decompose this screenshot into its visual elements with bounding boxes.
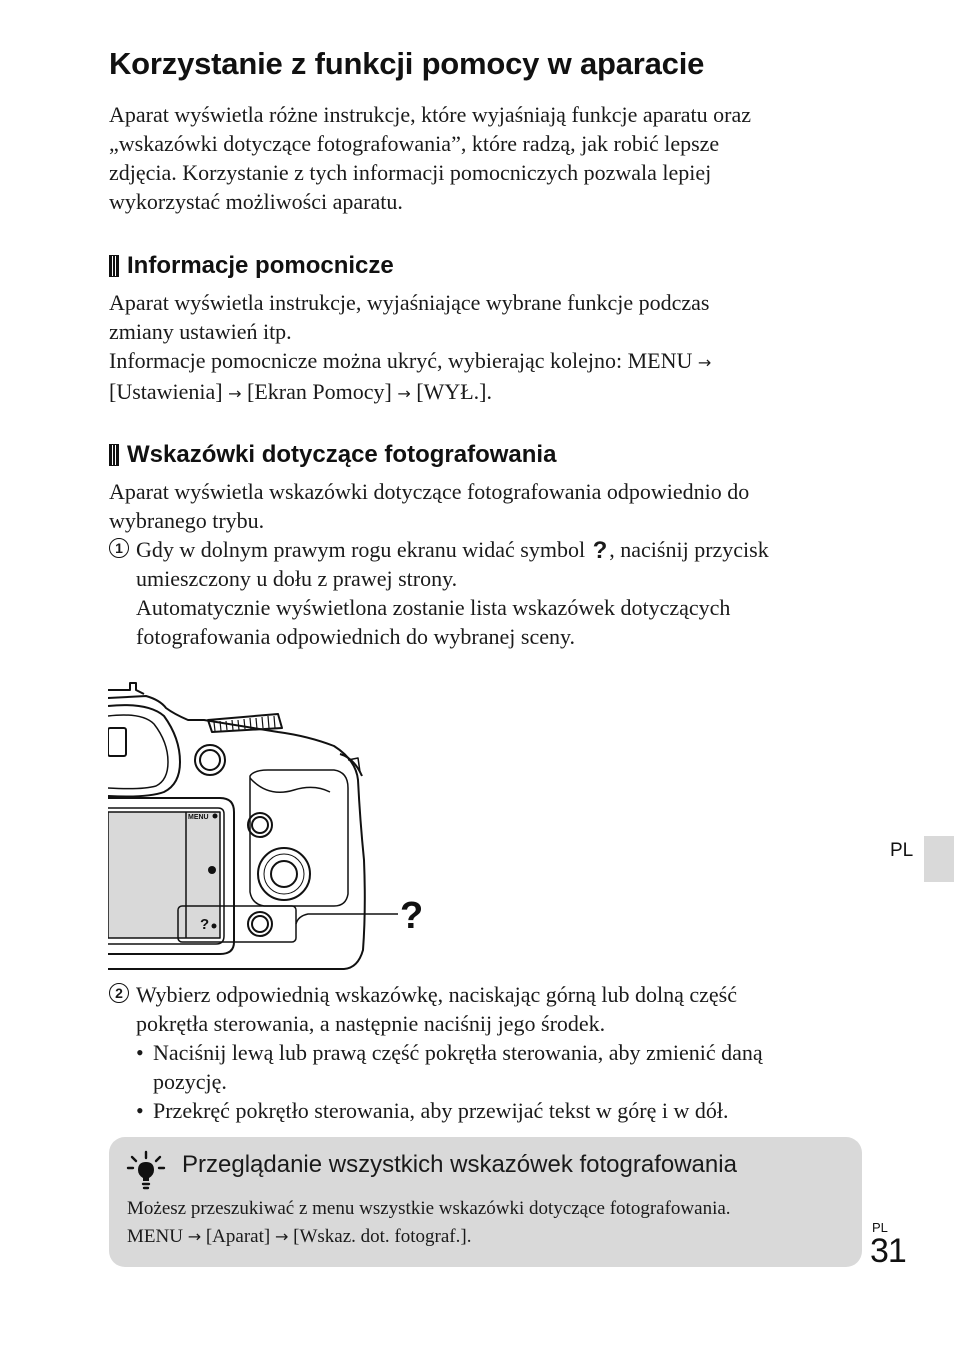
step-number-badge: 1 bbox=[109, 538, 129, 558]
help-icon: ? bbox=[592, 537, 608, 564]
section-heading-text: Wskazówki dotyczące fotografowania bbox=[127, 441, 557, 468]
intro-line: „wskazówki dotyczące fotografowania”, które radzą, jak robić lepsze bbox=[109, 131, 720, 156]
step-1-text-before: Gdy w dolnym prawym rogu ekranu widać symbol bbox=[136, 537, 586, 562]
language-tab bbox=[924, 836, 954, 882]
step-2-line: pokrętła sterowania, a następnie naciśnij jego środek. bbox=[136, 1011, 606, 1036]
menu-path-intro: Informacje pomocnicze można ukryć, wybierając kolejno: MENU bbox=[109, 348, 693, 373]
section2-line: Aparat wyświetla wskazówki dotyczące fotografowania odpowiednio do bbox=[109, 479, 750, 504]
bullet-line: Przekręć pokrętło sterowania, aby przewijać tekst w górę i w dół. bbox=[153, 1098, 729, 1123]
bullet-line: pozycję. bbox=[153, 1069, 227, 1094]
section-heading-help-info bbox=[109, 252, 394, 280]
tip-path-item: [Wskaz. dot. fotograf.]. bbox=[293, 1226, 472, 1247]
bullet-icon: • bbox=[136, 1098, 144, 1123]
tip-line: Możesz przeszukiwać z menu wszystkie wskazówki dotyczące fotografowania. bbox=[127, 1198, 731, 1219]
step-1 bbox=[109, 535, 869, 651]
help-label: ? bbox=[200, 916, 210, 933]
menu-path-item: [Ustawienia] bbox=[109, 379, 223, 404]
menu-label: MENU bbox=[188, 814, 209, 821]
section2-line: wybranego trybu. bbox=[109, 508, 265, 533]
menu-path-item: [WYŁ.]. bbox=[416, 379, 492, 404]
step-1-line: Automatycznie wyświetlona zostanie lista wskazówek dotyczących bbox=[136, 595, 731, 620]
arrow-right-icon: → bbox=[228, 384, 242, 403]
intro-line: Aparat wyświetla różne instrukcje, które wyjaśniają funkcje aparatu oraz bbox=[109, 102, 752, 127]
section2-paragraph bbox=[109, 477, 869, 535]
bullet-line: Naciśnij lewą lub prawą część pokrętła sterowania, aby zmienić daną bbox=[153, 1040, 763, 1065]
tip-path-line bbox=[127, 1223, 857, 1251]
tip-path-item: [Aparat] bbox=[205, 1226, 271, 1247]
page-title: Korzystanie z funkcji pomocy w aparacie bbox=[109, 46, 705, 81]
step-1-line: fotografowania odpowiednich do wybranej sceny. bbox=[136, 624, 576, 649]
tip-body bbox=[127, 1195, 857, 1251]
arrow-right-icon: → bbox=[274, 1227, 289, 1246]
arrow-right-icon: → bbox=[397, 384, 411, 403]
arrow-right-icon: → bbox=[187, 1227, 202, 1246]
tip-path-item: MENU bbox=[127, 1226, 183, 1247]
step-1-text-after: , naciśnij przycisk bbox=[609, 537, 769, 562]
page-number: 31 bbox=[870, 1232, 906, 1270]
bullet-item bbox=[136, 1038, 876, 1096]
menu-path-line bbox=[109, 346, 869, 377]
tip-title: Przeglądanie wszystkich wskazówek fotografowania bbox=[182, 1151, 737, 1178]
section1-paragraph bbox=[109, 288, 869, 408]
arrow-right-icon: → bbox=[697, 353, 712, 372]
step-2 bbox=[109, 980, 869, 1038]
bullet-item bbox=[136, 1096, 876, 1125]
lightbulb-icon bbox=[126, 1150, 166, 1192]
camera-back-illustration bbox=[108, 680, 438, 975]
menu-path-item: [Ekran Pomocy] bbox=[247, 379, 392, 404]
help-callout-icon: ? bbox=[400, 895, 424, 937]
section-marker-icon bbox=[109, 444, 119, 466]
step-2-line: Wybierz odpowiednią wskazówkę, naciskając górną lub dolną część bbox=[136, 982, 737, 1007]
step-1-text bbox=[136, 535, 869, 651]
step-1-line: umieszczony u dołu z prawej strony. bbox=[136, 566, 458, 591]
section1-line: Aparat wyświetla instrukcje, wyjaśniające wybrane funkcje podczas bbox=[109, 290, 710, 315]
section-marker-icon bbox=[109, 255, 119, 277]
section-heading-text: Informacje pomocnicze bbox=[127, 252, 394, 279]
page-language-label: PL bbox=[872, 1220, 888, 1235]
step-2-text bbox=[136, 980, 869, 1038]
intro-paragraph bbox=[109, 100, 869, 216]
section1-line: zmiany ustawień itp. bbox=[109, 319, 292, 344]
intro-line: wykorzystać możliwości aparatu. bbox=[109, 189, 403, 214]
step-1-line bbox=[136, 535, 869, 564]
bullet-icon: • bbox=[136, 1040, 144, 1065]
menu-path-line bbox=[109, 377, 869, 408]
step-number-badge: 2 bbox=[109, 983, 129, 1003]
section-heading-shooting-tips bbox=[109, 441, 556, 469]
language-tab-label: PL bbox=[890, 840, 914, 861]
intro-line: zdjęcia. Korzystanie z tych informacji pomocniczych pozwala lepiej bbox=[109, 160, 712, 185]
